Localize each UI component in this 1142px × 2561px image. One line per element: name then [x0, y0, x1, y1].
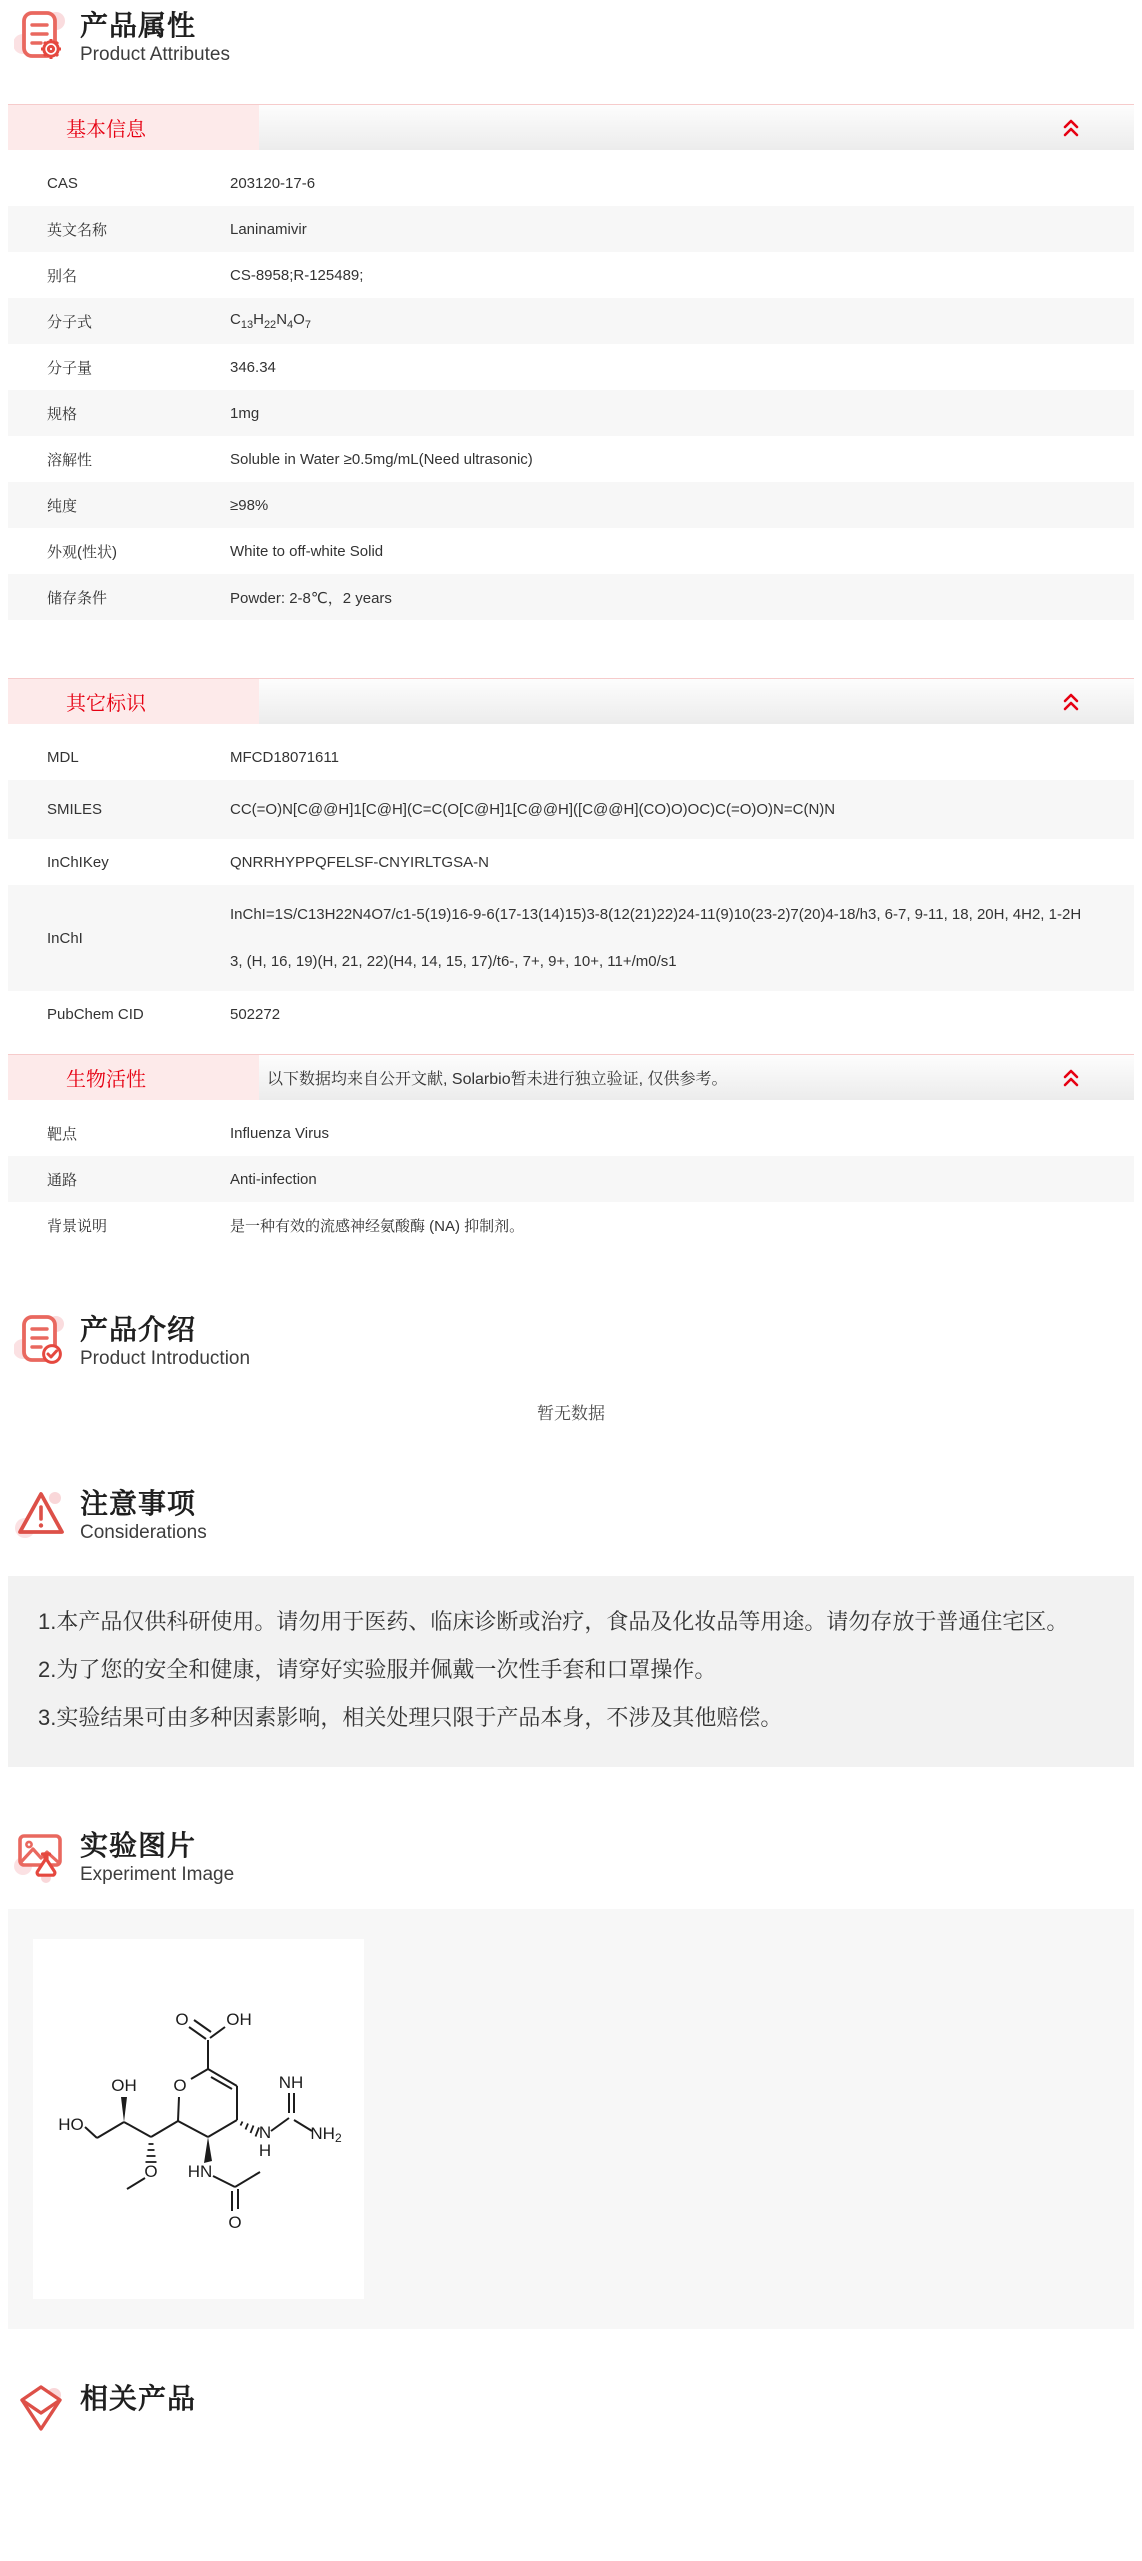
- row-label: MDL: [47, 748, 79, 766]
- row-label: 分子式: [47, 313, 93, 331]
- section-title: 相关产品: [80, 2383, 197, 2414]
- table-row: [8, 780, 1134, 839]
- consideration-item: 2.为了您的安全和健康，请穿好实验服并佩戴一次性手套和口罩操作。: [38, 1657, 717, 1682]
- double-chevron-up-icon[interactable]: [1062, 1068, 1080, 1088]
- considerations-header: [14, 1486, 1142, 1545]
- structure-label-o-methoxy: O: [144, 2162, 158, 2181]
- row-value: Soluble in Water ≥0.5mg/mL(Need ultrasonic): [230, 450, 533, 468]
- structure-label-nh2: NH2: [310, 2124, 342, 2145]
- bio-activity-table: [8, 1110, 1134, 1248]
- experiment-image-header: [14, 1828, 1142, 1887]
- row-value: White to off-white Solid: [230, 542, 384, 560]
- page-subtitle: Product Attributes: [80, 44, 230, 65]
- row-label: SMILES: [47, 801, 103, 818]
- table-row: [8, 1202, 1134, 1248]
- row-label: 英文名称: [47, 221, 108, 239]
- structure-label-hn: HN: [187, 2162, 213, 2181]
- structure-label-ring-o: O: [173, 2076, 187, 2095]
- table-row: [8, 298, 1134, 344]
- row-value: QNRRHYPPQFELSF-CNYIRLTGSA-N: [230, 853, 489, 871]
- bio-activity-disclaimer: 以下数据均来自公开文献, Solarbio暂未进行独立验证, 仅供参考。: [267, 1071, 728, 1088]
- row-value: Anti-infection: [230, 1170, 317, 1188]
- row-value: 1mg: [230, 404, 260, 422]
- table-row: [8, 1156, 1134, 1202]
- table-row: [8, 344, 1134, 390]
- document-check-icon: [14, 1312, 68, 1368]
- row-value: 346.34: [230, 358, 276, 376]
- section-subtitle: Considerations: [80, 1522, 207, 1543]
- double-chevron-up-icon[interactable]: [1062, 692, 1080, 712]
- table-row: [8, 528, 1134, 574]
- section-bar-other-identifiers[interactable]: [8, 678, 1134, 724]
- other-identifiers-table: [8, 734, 1134, 1037]
- chemical-structure-image[interactable]: [33, 1939, 364, 2299]
- row-label: 通路: [47, 1171, 78, 1189]
- row-label: 溶解性: [47, 451, 93, 469]
- table-row: [8, 734, 1134, 780]
- table-row: [8, 574, 1134, 620]
- product-attributes-header: [14, 8, 1142, 67]
- section-title: 产品介绍: [80, 1314, 197, 1345]
- row-value: 502272: [230, 1005, 281, 1023]
- section-title: 注意事项: [80, 1488, 197, 1519]
- table-row: [8, 839, 1134, 885]
- warning-triangle-icon: [14, 1486, 68, 1542]
- row-label: CAS: [47, 174, 78, 192]
- image-flask-icon: [14, 1828, 68, 1884]
- row-label: 外观(性状): [47, 543, 117, 561]
- structure-label-ho: HO: [58, 2115, 84, 2134]
- structure-label-o-carbonyl: O: [175, 2010, 189, 2029]
- table-row: [8, 252, 1134, 298]
- structure-label-o-acetyl: O: [228, 2213, 242, 2232]
- basic-info-table: [8, 160, 1134, 620]
- structure-label-oh2: OH: [111, 2076, 137, 2095]
- row-label: 规格: [47, 405, 78, 423]
- section-bar-basic-info[interactable]: [8, 104, 1134, 150]
- no-data-text: 暂无数据: [537, 1404, 605, 1423]
- page-title: 产品属性: [80, 10, 197, 41]
- section-subtitle: Product Introduction: [80, 1348, 251, 1369]
- row-label: InChIKey: [47, 853, 109, 871]
- row-label: 背景说明: [47, 1217, 108, 1235]
- section-tab-other-identifiers[interactable]: 其它标识: [8, 679, 259, 724]
- section-bar-bio-activity[interactable]: [8, 1054, 1134, 1100]
- section-tab-basic-info[interactable]: 基本信息: [8, 105, 259, 150]
- consideration-item: 3.实验结果可由多种因素影响，相关处理只限于产品本身，不涉及其他赔偿。: [38, 1705, 783, 1730]
- structure-label-h: H: [258, 2141, 272, 2160]
- table-row: [8, 482, 1134, 528]
- row-value: 是一种有效的流感神经氨酸酶 (NA) 抑制剂。: [230, 1217, 525, 1235]
- structure-label-n: N: [258, 2123, 272, 2142]
- row-value-formula: $C_{13}H_{22}N_4O_7$: [230, 311, 311, 331]
- consideration-item: 1.本产品仅供科研使用。请勿用于医药、临床诊断或治疗，食品及化妆品等用途。请勿存放于普通住宅区。: [38, 1609, 1069, 1634]
- experiment-image-panel: [8, 1909, 1134, 2329]
- row-label: 靶点: [47, 1125, 78, 1143]
- row-value: 203120-17-6: [230, 174, 316, 192]
- row-value: MFCD18071611: [230, 748, 339, 766]
- document-gear-icon: [14, 8, 68, 64]
- considerations-box: [8, 1576, 1134, 1767]
- table-row: [8, 885, 1134, 991]
- table-row: [8, 991, 1134, 1037]
- row-label: 纯度: [47, 497, 78, 515]
- product-introduction-header: [14, 1312, 1142, 1371]
- section-subtitle: Experiment Image: [80, 1864, 235, 1885]
- row-label: PubChem CID: [47, 1005, 144, 1023]
- table-row: [8, 160, 1134, 206]
- table-row: [8, 390, 1134, 436]
- section-tab-bio-activity[interactable]: 生物活性: [8, 1055, 259, 1100]
- row-label: 储存条件: [47, 589, 108, 607]
- row-value: CS-8958;R-125489;: [230, 266, 364, 284]
- row-value: Powder: 2-8℃，2 years: [230, 589, 392, 607]
- box-icon: [14, 2381, 68, 2437]
- row-value: Influenza Virus: [230, 1124, 329, 1142]
- row-label: 别名: [47, 267, 78, 285]
- double-chevron-up-icon[interactable]: [1062, 118, 1080, 138]
- row-value: Laninamivir: [230, 220, 307, 238]
- row-label: 分子量: [47, 359, 93, 377]
- row-value: CC(=O)N[C@@H]1[C@H](C=C(O[C@H]1[C@@H]([C@@H](CO)O)OC)C(=O)O)N=C(N)N: [230, 801, 836, 818]
- row-value: ≥98%: [230, 496, 269, 514]
- structure-label-nh: NH: [278, 2073, 304, 2092]
- structure-label-oh: OH: [226, 2010, 252, 2029]
- row-label: InChI: [47, 929, 83, 947]
- related-products-header: [14, 2381, 1142, 2437]
- table-row: [8, 206, 1134, 252]
- row-value: InChI=1S/C13H22N4O7/c1-5(19)16-9-6(17-13(14)15)3-8(12(21)22)24-11(9)10(23-2)7(20)4-18/h3, 6-7, 9-11, 18, 20H, 4H2, 1-2H3, (H, 16, 19)(H, 21, 22)(H4, 14, 15, 17)/t6-, 7+, 9+, 10+, 11+/m0/s1: [230, 906, 1082, 970]
- section-title: 实验图片: [80, 1830, 197, 1861]
- table-row: [8, 436, 1134, 482]
- table-row: [8, 1110, 1134, 1156]
